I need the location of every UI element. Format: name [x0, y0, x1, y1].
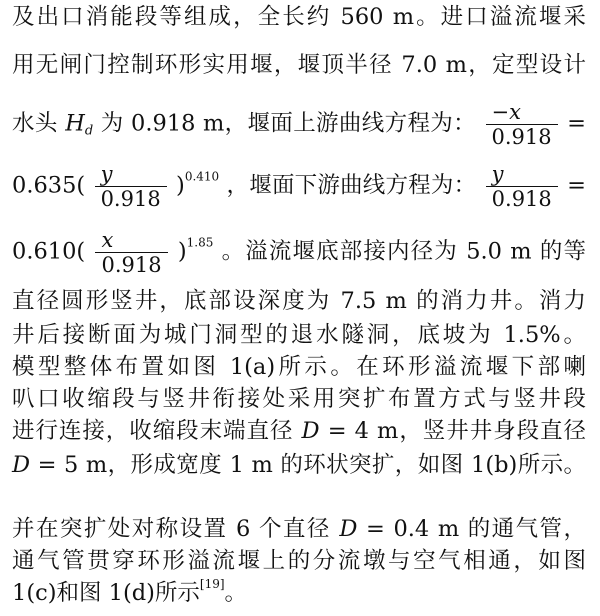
fraction-numerator: −x	[486, 100, 558, 125]
fraction-numerator: y	[486, 162, 558, 187]
fraction-numerator: x	[95, 228, 167, 253]
text-span: 进行连接，收缩段末端直径	[12, 418, 294, 444]
text-span: ，堰面下游曲线方程为：	[226, 172, 477, 199]
citation-ref: [19]	[199, 577, 225, 591]
text-line-3	[12, 100, 587, 149]
text-span: 。	[224, 580, 248, 606]
text-line-5	[12, 228, 586, 277]
exponent-2: 1.85	[186, 235, 214, 250]
math-var-D: D	[301, 418, 320, 444]
math-var-D: D	[339, 516, 358, 542]
fraction-denominator: 0.918	[491, 187, 552, 211]
text-span: 0.610(	[12, 238, 86, 265]
text-line-8: 模型整体布置如图 1(a)所示。在环形溢流堰下部喇	[12, 354, 586, 380]
exponent-1: 0.410	[184, 169, 220, 184]
close-paren: )	[176, 172, 185, 199]
text-line-7: 井后接断面为城门洞型的退水隧洞，底坡为 1.5%。	[12, 322, 586, 348]
fraction-x	[95, 228, 167, 277]
text-line-1: 及出口消能段等组成，全长约 560 m。进口溢流堰采	[12, 4, 586, 30]
text-line-9: 叭口收缩段与竖井衔接处采用突扩布置方式与竖井段	[12, 386, 586, 412]
close-paren: )	[177, 238, 187, 265]
text-span: = 0.4 m 的通气管，	[366, 516, 586, 542]
fraction-y	[95, 162, 167, 211]
fraction-numerator: y	[95, 162, 167, 187]
fraction-denominator: 0.918	[101, 253, 162, 277]
text-line-4	[12, 162, 586, 211]
text-line-6: 直径圆形竖井，底部设深度为 7.5 m 的消力井。消力	[12, 288, 586, 314]
text-line-12	[12, 514, 586, 544]
text-line-13: 通气管贯穿环形溢流堰上的分流墩与空气相通，如图	[12, 548, 586, 574]
text-line-10	[12, 416, 586, 446]
fraction-upstream	[486, 100, 558, 149]
equals-sign: =	[567, 172, 586, 199]
text-line-2: 用无闸门控制环形实用堰，堰顶半径 7.0 m，定型设计	[12, 52, 586, 78]
text-line-14	[12, 578, 586, 608]
text-line-11	[12, 450, 586, 480]
text-span: 0.635(	[12, 172, 86, 199]
math-var-D: D	[12, 452, 31, 478]
text-span: = 5 m，形成宽度 1 m 的环状突扩，如图 1(b)所示。	[37, 452, 586, 478]
math-sub-d: d	[84, 123, 94, 139]
text-span: = 4 m，竖井井身段直径	[327, 418, 587, 444]
fraction-downstream	[486, 162, 558, 211]
math-var-H: H	[65, 110, 85, 137]
text-span: 1(c)和图 1(d)所示	[12, 580, 200, 606]
text-span: 为 0.918 m，堰面上游曲线方程为：	[100, 110, 476, 137]
equals-sign: =	[567, 110, 587, 137]
text-span: 水头	[12, 110, 58, 137]
fraction-denominator: 0.918	[100, 187, 161, 211]
text-span: 并在突扩处对称设置 6 个直径	[12, 516, 331, 542]
fraction-denominator: 0.918	[491, 125, 552, 149]
text-span: 。溢流堰底部接内径为 5.0 m 的等	[221, 238, 586, 265]
